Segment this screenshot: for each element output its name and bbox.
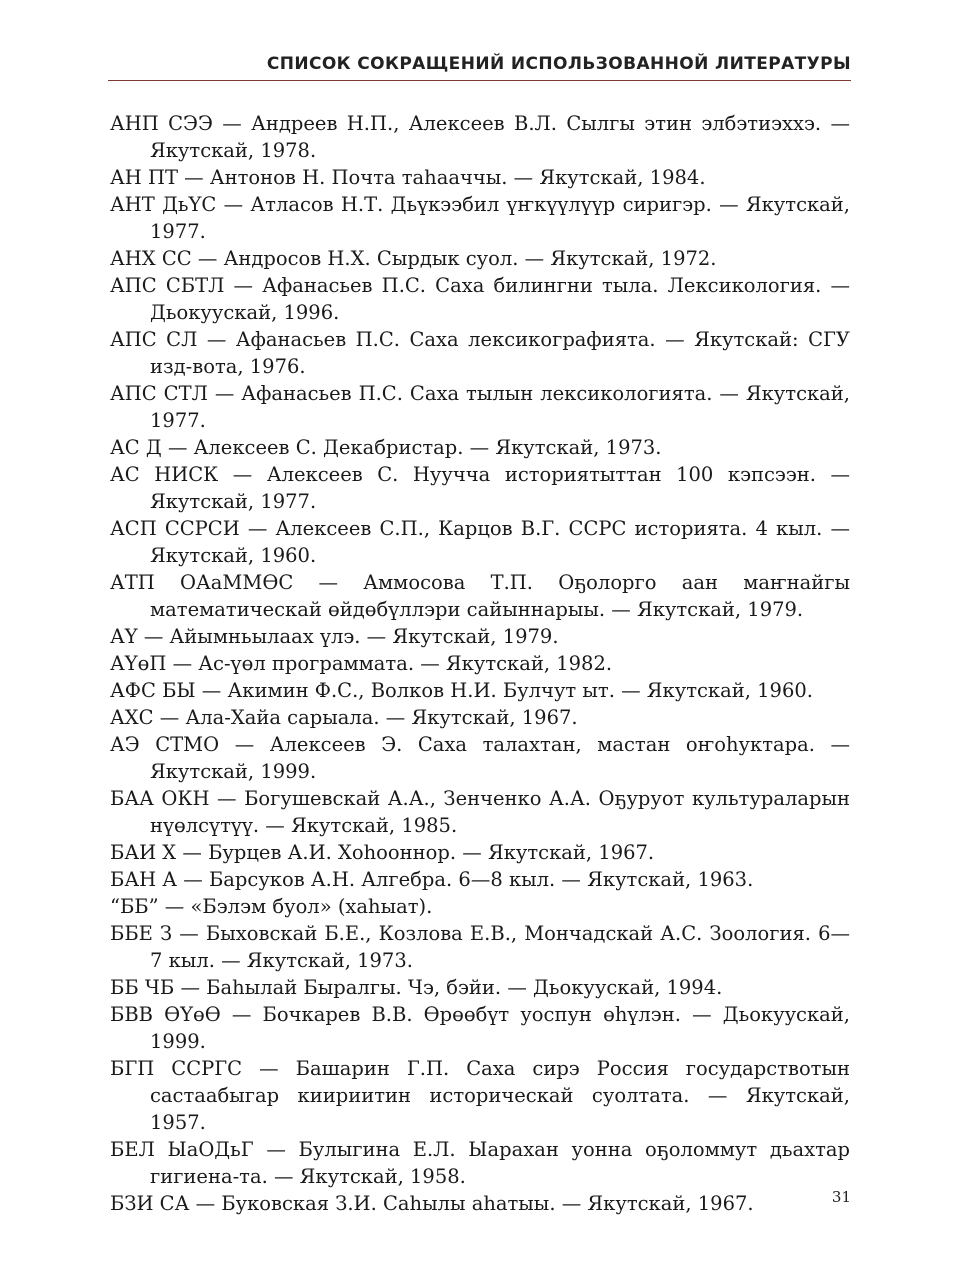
list-item: АПС СТЛ — Афанасьев П.С. Саха тылын лексикологията. — Якутскай, 1977. (110, 382, 850, 432)
list-item: АҮөП — Ас-үөл программата. — Якутскай, 1982. (110, 652, 613, 675)
list-item: АНТ ДьҮС — Атласов Н.Т. Дьүкээбил үҥкүүлүүр сиригэр. — Якутскай, 1977. (110, 193, 850, 243)
page-number: 31 (831, 1188, 851, 1206)
list-item: “ББ” — «Бэлэм буол» (хаhыат). (110, 895, 433, 918)
list-item: АС Д — Алексеев С. Декабристар. — Якутскай, 1973. (110, 436, 662, 459)
header-title: СПИСОК СОКРАЩЕНИЙ ИСПОЛЬЗОВАННОЙ ЛИТЕРАТУРЫ (266, 54, 851, 74)
list-item: АЭ СТМО — Алексеев Э. Саха талахтан, мастан оҥоһуктара. — Якутскай, 1999. (110, 733, 850, 783)
list-item: АН ПТ — Антонов Н. Почта таhааччы. — Якутскай, 1984. (110, 166, 706, 189)
list-item: АНХ СС — Андросов Н.Х. Сырдык суол. — Якутскай, 1972. (110, 247, 717, 270)
running-header (108, 46, 851, 81)
list-item: БГП ССРГС — Башарин Г.П. Саха сирэ Россия государствотын састаабыгар киириитин историческай суолтата. — Якутскай, 1957. (110, 1057, 850, 1134)
list-item: АТП ОАаММӨС — Аммосова Т.П. Оҕолорго аан маҥнайгы математическай өйдөбүллэри сайыннарыы. — Якутскай, 1979. (110, 571, 850, 621)
list-item: АСП ССРСИ — Алексеев С.П., Карцов В.Г. ССРС историята. 4 кыл. — Якутскай, 1960. (110, 517, 850, 567)
list-item: АПС СБТЛ — Афанасьев П.С. Саха билингни тыла. Лексикология. — Дьокуускай, 1996. (110, 274, 850, 324)
list-item: ББЕ З — Быховскай Б.Е., Козлова Е.В., Мончадскай А.С. Зоология. 6—7 кыл. — Якутскай, 1973. (110, 922, 850, 972)
list-item: БЕЛ ЫаОДьГ — Булыгина Е.Л. Ыарахан уонна оҕоломмут дьахтар гигиена-та. — Якутскай, 1958. (110, 1138, 850, 1188)
list-item: ББ ЧБ — Баhылай Быралгы. Чэ, бэйи. — Дьокуускай, 1994. (110, 976, 723, 999)
list-item: АФС БЫ — Акимин Ф.С., Волков Н.И. Булчут ыт. — Якутскай, 1960. (110, 679, 813, 702)
list-item: БАИ Х — Бурцев А.И. Хоhооннор. — Якутскай, 1967. (110, 841, 655, 864)
list-item: БАН А — Барсуков А.Н. Алгебра. 6—8 кыл. — Якутскай, 1963. (110, 868, 754, 891)
list-item: АҮ — Айымньылаах үлэ. — Якутскай, 1979. (110, 625, 559, 648)
list-item: АНП СЭЭ — Андреев Н.П., Алексеев В.Л. Сылгы этин элбэтиэххэ. — Якутскай, 1978. (110, 112, 850, 162)
abbreviations-list (110, 110, 850, 1217)
list-item: АПС СЛ — Афанасьев П.С. Саха лексикографията. — Якутскай: СГУ изд-вота, 1976. (110, 328, 850, 378)
list-item: БАА ОКН — Богушевскай А.А., Зенченко А.А. Оҕуруот культураларын нүөлсүтүү. — Якутскай, 1985. (110, 787, 850, 837)
list-item: АС НИСК — Алексеев С. Нуучча историятыттан 100 кэпсээн. — Якутскай, 1977. (110, 463, 850, 513)
list-item: БЗИ СА — Буковская З.И. Саhылы аhатыы. — Якутскай, 1967. (110, 1192, 754, 1215)
list-item: АХС — Ала-Хайа сарыала. — Якутскай, 1967. (110, 706, 578, 729)
list-item: БВВ ӨҮөӨ — Бочкарев В.В. Өрөөбүт уоспун өһүлэн. — Дьокуускай, 1999. (110, 1003, 850, 1053)
